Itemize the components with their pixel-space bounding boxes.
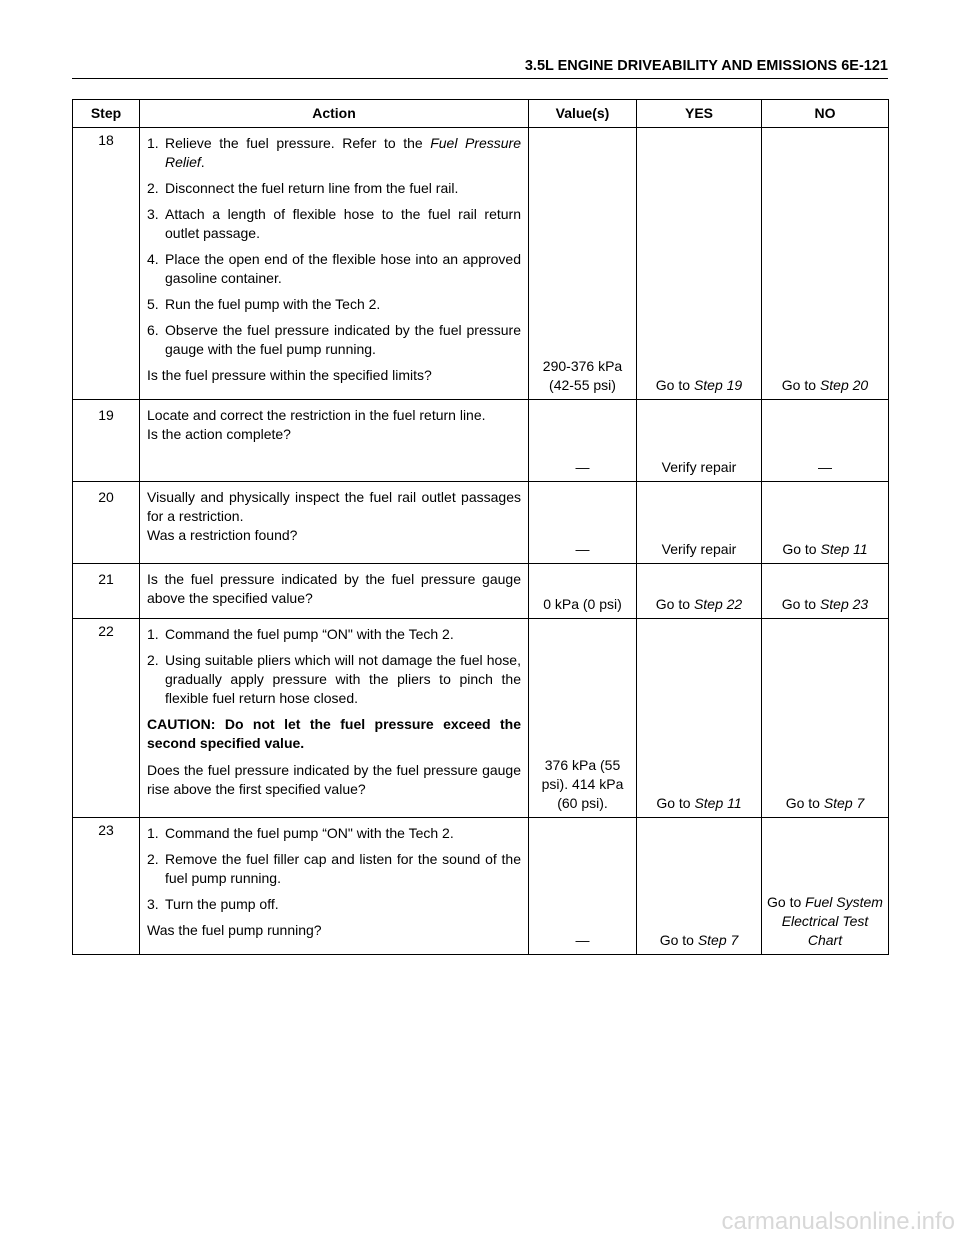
- value-cell: —: [529, 400, 637, 482]
- yes-cell: [637, 128, 762, 400]
- text: Go to: [782, 541, 821, 557]
- column-header-action: Action: [140, 100, 529, 128]
- watermark: carmanualsonline.info: [721, 1208, 955, 1235]
- italic-reference: Step 20: [819, 377, 869, 393]
- text: Go to: [785, 795, 824, 811]
- text: .: [200, 154, 205, 170]
- action-content: [147, 488, 521, 545]
- list-item: [147, 824, 521, 843]
- text: Command the fuel pump “ON" with the Tech 2.: [165, 825, 454, 841]
- item-number: 3.: [147, 206, 159, 222]
- italic-reference: Step 23: [819, 596, 869, 612]
- text: Go to: [767, 894, 806, 910]
- text: Go to: [781, 377, 820, 393]
- no-cell: [762, 128, 889, 400]
- italic-reference: Step 11: [820, 541, 868, 557]
- item-number: 5.: [147, 296, 159, 312]
- action-question: Is the fuel pressure indicated by the fuel pressure gauge above the specified value?: [147, 571, 521, 606]
- action-instructions: [147, 134, 521, 366]
- item-number: 2.: [147, 851, 159, 867]
- list-item: [147, 850, 521, 888]
- list-item: [147, 321, 521, 359]
- step-number: 19: [73, 400, 140, 482]
- instruction-list: [147, 134, 521, 359]
- item-text: [165, 205, 521, 243]
- no-cell: [762, 619, 889, 818]
- no-cell: [762, 482, 889, 564]
- action-question: Is the fuel pressure within the specified limits?: [147, 367, 432, 383]
- item-text: [165, 179, 521, 198]
- item-number: 1.: [147, 825, 159, 841]
- column-header-values: Value(s): [529, 100, 637, 128]
- list-item: [147, 295, 521, 314]
- text: Verify repair: [661, 541, 737, 557]
- list-item: [147, 205, 521, 243]
- item-text: [165, 295, 521, 314]
- yes-cell: [637, 482, 762, 564]
- item-text: [165, 895, 521, 914]
- instruction-list: [147, 625, 521, 708]
- list-item: [147, 134, 521, 172]
- value-cell: 290-376 kPa (42-55 psi): [529, 128, 637, 400]
- value-cell: 0 kPa (0 psi): [529, 564, 637, 619]
- list-item: [147, 179, 521, 198]
- italic-reference: Step 11: [694, 795, 742, 811]
- page-header-title: 3.5L ENGINE DRIVEABILITY AND EMISSIONS 6E-121: [524, 58, 888, 74]
- action-content: [147, 134, 521, 385]
- item-text: [165, 850, 521, 888]
- table-row: [73, 128, 889, 400]
- list-item: [147, 250, 521, 288]
- item-text: [165, 824, 521, 843]
- italic-reference: Step 19: [693, 377, 743, 393]
- text: Go to: [659, 932, 698, 948]
- step-number: 18: [73, 128, 140, 400]
- step-number: 22: [73, 619, 140, 818]
- table-header-row: [73, 100, 889, 128]
- text: Go to: [655, 377, 694, 393]
- action-cell: [140, 564, 529, 619]
- step-number: 20: [73, 482, 140, 564]
- italic-reference: Fuel Pressure Relief: [165, 135, 521, 170]
- text: Verify repair: [661, 459, 737, 475]
- step-number: 23: [73, 818, 140, 955]
- italic-reference: Step 22: [693, 596, 743, 612]
- action-cell: [140, 818, 529, 955]
- text: Go to: [781, 596, 820, 612]
- text: Command the fuel pump “ON" with the Tech 2.: [165, 626, 454, 642]
- item-number: 3.: [147, 896, 159, 912]
- action-text: Locate and correct the restriction in the fuel return line.: [147, 407, 486, 423]
- step-number: 21: [73, 564, 140, 619]
- action-question: Was the fuel pump running?: [147, 922, 322, 938]
- no-cell: [762, 564, 889, 619]
- action-content: [147, 570, 521, 608]
- table-row: [73, 482, 889, 564]
- action-instructions: [147, 625, 521, 761]
- text: Attach a length of flexible hose to the fuel rail return outlet passage.: [165, 206, 521, 241]
- diagnostic-table: [72, 99, 889, 955]
- action-cell: [140, 400, 529, 482]
- value-cell: —: [529, 818, 637, 955]
- yes-cell: [637, 400, 762, 482]
- italic-reference: Step 7: [697, 932, 739, 948]
- action-question: Does the fuel pressure indicated by the fuel pressure gauge rise above the first specified value?: [147, 762, 521, 797]
- table-row: [73, 619, 889, 818]
- item-number: 2.: [147, 180, 159, 196]
- text: Using suitable pliers which will not damage the fuel hose, gradually apply pressure with the pliers to pinch the flexible fuel return hose closed.: [165, 652, 521, 706]
- action-content: [147, 824, 521, 940]
- item-number: 2.: [147, 652, 159, 668]
- column-header-no: NO: [762, 100, 889, 128]
- italic-reference: Step 7: [823, 795, 865, 811]
- item-number: 1.: [147, 135, 159, 151]
- yes-cell: [637, 818, 762, 955]
- item-number: 4.: [147, 251, 159, 267]
- text: Relieve the fuel pressure. Refer to the: [165, 135, 431, 151]
- text: Turn the pump off.: [165, 896, 279, 912]
- item-text: [165, 134, 521, 172]
- caution-text: CAUTION: Do not let the fuel pressure exceed the second specified value.: [147, 716, 521, 751]
- item-text: [165, 250, 521, 288]
- instruction-list: [147, 824, 521, 914]
- action-question: Was a restriction found?: [147, 527, 298, 543]
- table-row: [73, 564, 889, 619]
- column-header-yes: YES: [637, 100, 762, 128]
- text: Remove the fuel filler cap and listen for the sound of the fuel pump running.: [165, 851, 521, 886]
- text: Go to: [656, 795, 695, 811]
- no-cell: [762, 818, 889, 955]
- action-cell: [140, 619, 529, 818]
- value-cell: 376 kPa (55 psi). 414 kPa (60 psi).: [529, 619, 637, 818]
- action-instructions: [147, 406, 521, 425]
- yes-cell: [637, 564, 762, 619]
- value-cell: —: [529, 482, 637, 564]
- action-question: Is the action complete?: [147, 426, 291, 442]
- action-content: [147, 625, 521, 799]
- item-text: [165, 625, 521, 644]
- action-text: Visually and physically inspect the fuel rail outlet passages for a restriction.: [147, 489, 521, 524]
- item-text: [165, 651, 521, 708]
- text: Go to: [655, 596, 694, 612]
- list-item: [147, 895, 521, 914]
- action-instructions: [147, 488, 521, 526]
- text: Disconnect the fuel return line from the fuel rail.: [165, 180, 459, 196]
- item-text: [165, 321, 521, 359]
- italic-reference: Fuel System Electrical Test Chart: [781, 894, 883, 948]
- table-row: [73, 818, 889, 955]
- table-row: [73, 400, 889, 482]
- action-cell: [140, 128, 529, 400]
- text: Run the fuel pump with the Tech 2.: [165, 296, 381, 312]
- yes-cell: [637, 619, 762, 818]
- item-number: 1.: [147, 626, 159, 642]
- header-rule: [72, 78, 888, 79]
- no-cell: [762, 400, 889, 482]
- action-instructions: [147, 824, 521, 921]
- list-item: [147, 625, 521, 644]
- action-content: [147, 406, 521, 444]
- list-item: [147, 651, 521, 708]
- item-number: 6.: [147, 322, 159, 338]
- action-cell: [140, 482, 529, 564]
- text: Place the open end of the flexible hose into an approved gasoline container.: [165, 251, 521, 286]
- column-header-step: Step: [73, 100, 140, 128]
- text: Observe the fuel pressure indicated by the fuel pressure gauge with the fuel pump running.: [165, 322, 521, 357]
- text: —: [818, 459, 832, 475]
